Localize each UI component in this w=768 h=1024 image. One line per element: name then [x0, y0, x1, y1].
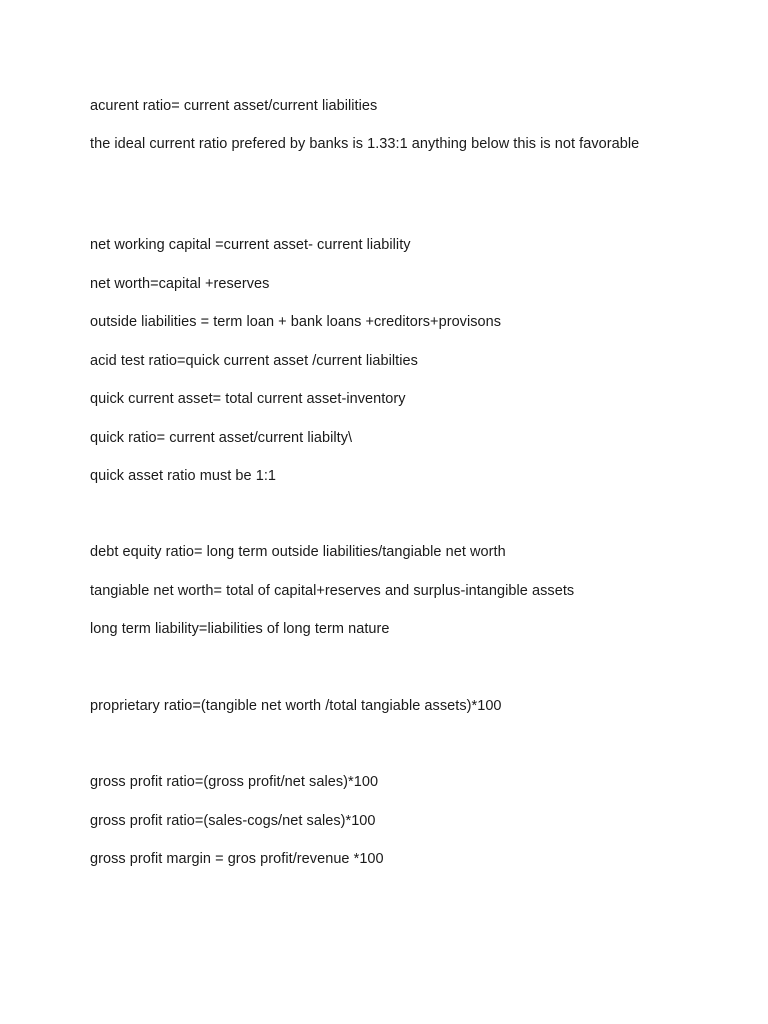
quick-ratio-formula: quick ratio= current asset/current liabilty\: [90, 430, 353, 446]
outside-liabilities-formula: outside liabilities = term loan + bank loans +creditors+provisons: [90, 314, 502, 330]
acid-test-ratio-formula: acid test ratio=quick current asset /current liabilties: [90, 353, 418, 369]
debt-equity-ratio-formula: debt equity ratio= long term outside liabilities/tangiable net worth: [90, 544, 506, 560]
tangible-net-worth-formula: tangiable net worth= total of capital+reserves and surplus-intangible assets: [90, 583, 575, 599]
ideal-current-ratio-note: the ideal current ratio prefered by banks is 1.33:1 anything below this is not favorable: [90, 136, 640, 152]
long-term-liability-formula: long term liability=liabilities of long term nature: [90, 621, 390, 637]
net-worth-formula: net worth=capital +reserves: [90, 276, 270, 292]
quick-current-asset-formula: quick current asset= total current asset-inventory: [90, 391, 406, 407]
current-ratio-formula: acurent ratio= current asset/current liabilities: [90, 98, 378, 114]
quick-asset-ratio-note: quick asset ratio must be 1:1: [90, 468, 277, 484]
gross-profit-margin-formula: gross profit margin = gros profit/revenue *100: [90, 851, 384, 867]
gross-profit-ratio-formula-2: gross profit ratio=(sales-cogs/net sales)*100: [90, 813, 376, 829]
gross-profit-ratio-formula-1: gross profit ratio=(gross profit/net sales)*100: [90, 774, 379, 790]
net-working-capital-formula: net working capital =current asset- current liability: [90, 237, 411, 253]
proprietary-ratio-formula: proprietary ratio=(tangible net worth /total tangiable assets)*100: [90, 698, 502, 714]
